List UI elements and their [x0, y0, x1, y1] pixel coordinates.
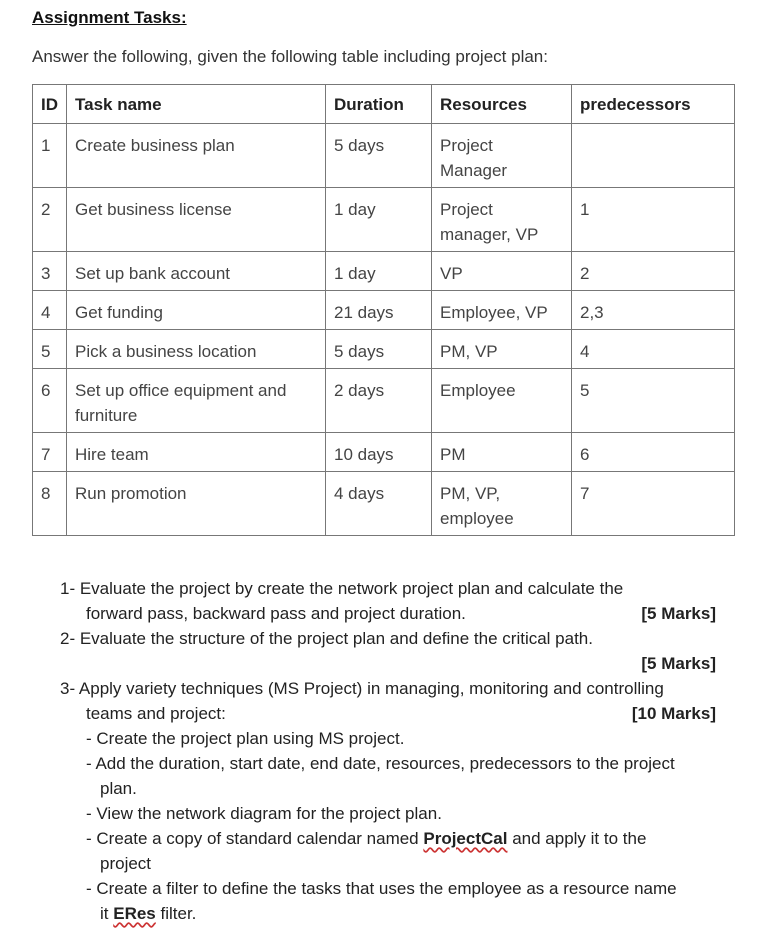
cell-duration: 10 days	[326, 433, 432, 472]
header-id: ID	[33, 85, 67, 124]
cell-predecessors: 1	[572, 188, 735, 252]
cell-predecessors: 5	[572, 369, 735, 433]
cell-predecessors: 7	[572, 472, 735, 536]
cell-task: Set up bank account	[67, 252, 326, 291]
cell-duration: 5 days	[326, 330, 432, 369]
question-2: 2- Evaluate the structure of the project plan and define the critical path. [5 Marks]	[60, 626, 724, 676]
cell-resources: Employee, VP	[432, 291, 572, 330]
cell-task: Run promotion	[67, 472, 326, 536]
cell-id: 8	[33, 472, 67, 536]
cell-duration: 5 days	[326, 124, 432, 188]
cell-resources: Employee	[432, 369, 572, 433]
question-3: 3- Apply variety techniques (MS Project) in managing, monitoring and controlling teams and project: [10 Marks] - Create the project plan using MS project. - Add the duration, start date, end date, resources, predecessors to the project plan. - View the network diagram for the project plan. - Create a copy of standard calendar named ProjectCal and apply it to the project - Create a filter to define the tasks that uses the employee as a resource name it ERes filter.	[60, 676, 724, 926]
subtask-item: - Create a filter to define the tasks that uses the employee as a resource name it ERes filter.	[86, 879, 677, 923]
cell-resources: PM, VP, employee	[432, 472, 572, 536]
header-duration: Duration	[326, 85, 432, 124]
cell-task: Set up office equipment and furniture	[67, 369, 326, 433]
cell-task: Create business plan	[67, 124, 326, 188]
filter-name: ERes	[113, 904, 156, 923]
table-row	[33, 433, 735, 472]
cell-resources: VP	[432, 252, 572, 291]
cell-resources: Project manager, VP	[432, 188, 572, 252]
table-row	[33, 291, 735, 330]
cell-resources: PM, VP	[432, 330, 572, 369]
subtask-item: - Create a copy of standard calendar named ProjectCal and apply it to the project	[86, 829, 647, 873]
cell-id: 2	[33, 188, 67, 252]
cell-duration: 2 days	[326, 369, 432, 433]
cell-task: Get business license	[67, 188, 326, 252]
cell-id: 5	[33, 330, 67, 369]
marks-label: [10 Marks]	[631, 704, 716, 723]
cell-task: Pick a business location	[67, 330, 326, 369]
assignment-heading: Assignment Tasks:	[32, 8, 187, 27]
cell-predecessors: 4	[572, 330, 735, 369]
table-row	[33, 188, 735, 252]
cell-task: Get funding	[67, 291, 326, 330]
marks-label: [5 Marks]	[641, 604, 716, 623]
cell-duration: 4 days	[326, 472, 432, 536]
cell-predecessors: 2	[572, 252, 735, 291]
marks-label: [5 Marks]	[641, 654, 716, 673]
cell-predecessors: 6	[572, 433, 735, 472]
cell-id: 7	[33, 433, 67, 472]
project-plan-table	[32, 84, 735, 536]
cell-id: 3	[33, 252, 67, 291]
cell-duration: 1 day	[326, 188, 432, 252]
subtask-item: - View the network diagram for the project plan.	[86, 804, 442, 823]
question-1: 1- Evaluate the project by create the network project plan and calculate the forward pass, backward pass and project duration. [5 Marks]	[60, 576, 724, 626]
cell-resources: PM	[432, 433, 572, 472]
table-row	[33, 252, 735, 291]
table-row	[33, 124, 735, 188]
header-predecessors: predecessors	[572, 85, 735, 124]
table-row	[33, 369, 735, 433]
header-task-name: Task name	[67, 85, 326, 124]
table-header-row	[33, 85, 735, 124]
calendar-name: ProjectCal	[423, 829, 508, 848]
cell-id: 6	[33, 369, 67, 433]
cell-id: 4	[33, 291, 67, 330]
cell-predecessors: 2,3	[572, 291, 735, 330]
cell-predecessors	[572, 124, 735, 188]
table-row	[33, 330, 735, 369]
intro-text: Answer the following, given the following table including project plan:	[32, 47, 548, 66]
subtask-item: - Add the duration, start date, end date, resources, predecessors to the project plan.	[86, 754, 675, 798]
cell-duration: 21 days	[326, 291, 432, 330]
table-row	[33, 472, 735, 536]
questions-list	[60, 576, 724, 926]
header-resources: Resources	[432, 85, 572, 124]
cell-resources: Project Manager	[432, 124, 572, 188]
cell-id: 1	[33, 124, 67, 188]
cell-task: Hire team	[67, 433, 326, 472]
cell-duration: 1 day	[326, 252, 432, 291]
subtask-item: - Create the project plan using MS project.	[86, 729, 405, 748]
